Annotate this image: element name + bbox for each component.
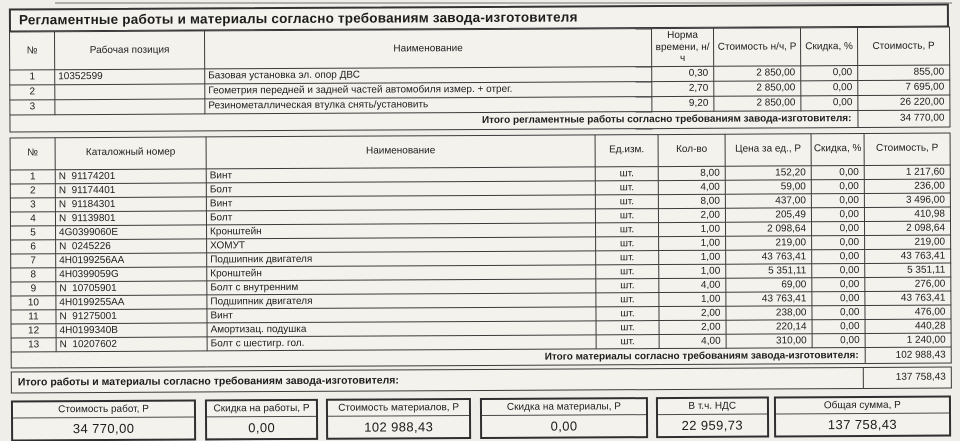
cell-row-number: 1	[10, 69, 55, 84]
cell-cost: 43 763,41	[865, 291, 951, 305]
cell-discount: 0,00	[812, 305, 865, 319]
cell-row-number: 10	[11, 295, 56, 309]
cell-quantity: 2,00	[658, 208, 725, 222]
works-col-rate: Стоимость н/ч, Р	[713, 28, 800, 66]
materials-col-name: Наименование	[206, 134, 595, 168]
cell-discount: 0,00	[812, 249, 865, 263]
cell-row-number: 8	[11, 267, 56, 281]
materials-col-price: Цена за ед., Р	[725, 133, 811, 165]
cell-unit: шт.	[596, 320, 659, 334]
materials-col-discount: Скидка, %	[811, 133, 864, 165]
cell-discount: 0,00	[811, 207, 864, 221]
cell-discount: 0,00	[812, 277, 865, 291]
cell-work-position: 10352599	[55, 68, 205, 84]
summary-label: В т.ч. НДС	[658, 398, 767, 415]
materials-col-unit: Ед.изм.	[595, 134, 658, 166]
cell-row-number: 13	[11, 337, 56, 351]
cell-cost: 219,00	[865, 235, 951, 249]
cell-unit-price: 152,20	[725, 165, 811, 179]
cell-material-name: Винт	[207, 306, 596, 322]
summary-label: Стоимость работ, Р	[13, 401, 194, 418]
cell-rate: 2 850,00	[714, 80, 801, 95]
cell-unit-price: 59,00	[725, 179, 811, 193]
cell-material-name: Кронштейн	[207, 264, 596, 280]
grand-total-value: 137 758,43	[863, 367, 951, 388]
cell-unit-price: 220,14	[726, 319, 812, 333]
cell-unit: шт.	[596, 292, 659, 306]
materials-table-body	[10, 165, 951, 352]
cell-unit-price: 2 098,64	[726, 221, 812, 235]
summary-label: Скидка на работы, Р	[207, 400, 316, 417]
cell-discount: 0,00	[812, 291, 865, 305]
materials-header-row	[10, 133, 950, 170]
cell-material-name: Кронштейн	[207, 222, 596, 238]
materials-total-label: Итого материалы согласно требованиям завода-изготовителя:	[11, 347, 865, 367]
cell-discount: 0,00	[801, 65, 858, 80]
works-total-label: Итого регламентные работы согласно требованиям завода-изготовителя:	[10, 110, 858, 131]
materials-total-value: 102 988,43	[865, 347, 951, 363]
cell-unit: шт.	[595, 166, 658, 180]
cell-quantity: 1,00	[659, 222, 726, 236]
summary-box-grand-total	[774, 395, 951, 437]
cell-unit-price: 43 763,41	[726, 249, 812, 263]
cell-cost: 3 496,00	[864, 193, 950, 207]
summary-value: 34 770,00	[72, 420, 135, 436]
summary-label: Стоимость материалов, Р	[328, 400, 469, 417]
cell-row-number: 1	[10, 169, 55, 183]
materials-col-cost: Стоимость, Р	[864, 133, 950, 165]
cell-material-name: Подшипник двигателя	[207, 292, 596, 308]
summary-value: 0,00	[248, 419, 276, 435]
cell-row-number: 9	[11, 281, 56, 295]
cell-catalog-number: N 91275001	[56, 308, 207, 323]
cell-unit: шт.	[596, 306, 659, 320]
cell-row-number: 4	[10, 211, 55, 225]
cell-quantity: 4,00	[659, 278, 726, 292]
cell-catalog-number: 4H0199340B	[56, 322, 207, 337]
works-table-body	[10, 65, 950, 115]
works-table-footer	[10, 110, 950, 132]
cell-work-name: Резинометаллическая втулка снять/установить	[205, 96, 652, 113]
cell-unit: шт.	[596, 278, 659, 292]
cell-hours: 9,20	[652, 96, 714, 111]
cell-unit-price: 437,00	[725, 193, 811, 207]
cell-catalog-number: N 91139801	[55, 210, 206, 225]
cell-unit-price: 205,49	[725, 207, 811, 221]
cell-cost: 7 695,00	[858, 80, 950, 95]
cell-quantity: 4,00	[659, 334, 726, 348]
works-total-row	[10, 110, 950, 132]
cell-cost: 5 351,11	[865, 263, 951, 277]
cell-rate: 2 850,00	[714, 95, 801, 110]
cell-quantity: 4,00	[658, 180, 725, 194]
cell-hours: 2,70	[652, 81, 714, 96]
works-col-cost: Стоимость, Р	[857, 27, 949, 65]
works-col-discount: Скидка, %	[800, 28, 857, 66]
cell-row-number: 7	[11, 253, 56, 267]
summary-box-vat	[656, 396, 769, 438]
cell-quantity: 1,00	[659, 264, 726, 278]
cell-unit: шт.	[596, 250, 659, 264]
cell-catalog-number: 4G0399060E	[56, 224, 207, 239]
document-sheet	[9, 4, 951, 441]
cell-rate: 2 850,00	[714, 65, 801, 80]
cell-row-number: 3	[10, 197, 55, 211]
cell-unit-price: 310,00	[726, 333, 812, 347]
cell-catalog-number: N 91184301	[55, 196, 206, 211]
cell-row-number: 11	[11, 309, 56, 323]
cell-work-position	[55, 98, 205, 114]
works-col-name: Наименование	[204, 29, 651, 69]
works-header-row	[9, 27, 949, 69]
cell-row-number: 5	[11, 225, 56, 239]
grand-total-label: Итого работы и материалы согласно требованиям завода-изготовителя:	[11, 367, 863, 392]
materials-col-qty: Кол-во	[658, 134, 725, 166]
cell-unit: шт.	[595, 180, 658, 194]
cell-catalog-number: N 10705901	[56, 280, 207, 295]
summary-value: 22 959,73	[681, 417, 744, 433]
cell-quantity: 1,00	[659, 292, 726, 306]
cell-work-name: Геометрия передней и задней частей автомобиля измер. + отрег.	[205, 81, 652, 98]
summary-box-materials-discount	[480, 397, 648, 439]
cell-quantity: 2,00	[659, 320, 726, 334]
cell-unit-price: 43 763,41	[726, 291, 812, 305]
cell-unit-price: 219,00	[726, 235, 812, 249]
summary-label: Общая сумма, Р	[776, 397, 949, 414]
materials-table	[10, 132, 952, 368]
summary-value: 102 988,43	[364, 418, 434, 435]
cell-cost: 2 098,64	[864, 221, 950, 235]
cell-cost: 1 240,00	[865, 333, 951, 347]
cell-material-name: Винт	[206, 194, 595, 210]
cell-unit: шт.	[596, 236, 659, 250]
cell-unit-price: 238,00	[726, 305, 812, 319]
cell-unit: шт.	[595, 194, 658, 208]
materials-table-header	[10, 133, 950, 170]
cell-cost: 410,98	[864, 207, 950, 221]
cell-discount: 0,00	[811, 221, 864, 235]
cell-hours: 0,30	[652, 66, 714, 81]
cell-cost: 43 763,41	[865, 249, 951, 263]
cell-material-name: Болт	[206, 180, 595, 196]
cell-work-position	[55, 83, 205, 99]
cell-row-number: 2	[10, 84, 55, 99]
grand-total-table	[11, 366, 952, 393]
document-title: Регламентные работы и материалы согласно требованиям завода-изготовителя	[9, 4, 949, 33]
cell-material-name: Болт с внутренним	[207, 278, 596, 294]
cell-row-number: 12	[11, 323, 56, 337]
cell-material-name: Винт	[206, 166, 595, 182]
cell-quantity: 1,00	[659, 250, 726, 264]
cell-unit-price: 5 351,11	[726, 263, 812, 277]
cell-work-name: Базовая установка эл. опор ДВС	[205, 66, 652, 83]
cell-discount: 0,00	[812, 333, 865, 347]
cell-discount: 0,00	[801, 80, 858, 95]
cell-discount: 0,00	[801, 95, 858, 110]
cell-quantity: 1,00	[659, 236, 726, 250]
cell-catalog-number: 4H0399059G	[56, 266, 207, 281]
summary-box-materials-cost	[326, 398, 471, 440]
summary-value: 137 758,43	[827, 416, 898, 432]
cell-discount: 0,00	[812, 263, 865, 277]
cell-unit-price: 69,00	[726, 277, 812, 291]
cell-quantity: 2,00	[659, 306, 726, 320]
summary-label: Скидка на материалы, Р	[482, 399, 646, 416]
cell-discount: 0,00	[811, 165, 864, 179]
works-table	[9, 27, 951, 132]
summary-boxes	[11, 395, 951, 441]
cell-cost: 476,00	[865, 305, 951, 319]
cell-material-name: ХОМУТ	[207, 236, 596, 252]
grand-total-row	[11, 367, 951, 393]
cell-unit: шт.	[596, 264, 659, 278]
materials-col-number: №	[10, 137, 55, 169]
cell-catalog-number: 4H0199256AA	[56, 252, 207, 267]
cell-catalog-number: N 91174401	[55, 182, 206, 197]
works-table-header	[9, 27, 949, 69]
cell-cost: 440,28	[865, 319, 951, 333]
summary-value: 0,00	[550, 417, 578, 434]
cell-cost: 276,00	[865, 277, 951, 291]
cell-discount: 0,00	[811, 179, 864, 193]
cell-unit: шт.	[595, 208, 658, 222]
cell-catalog-number: N 91174201	[55, 168, 206, 183]
cell-unit: шт.	[596, 222, 659, 236]
cell-catalog-number: N 10207602	[56, 336, 207, 351]
cell-discount: 0,00	[812, 235, 865, 249]
cell-row-number: 3	[10, 99, 55, 114]
cell-cost: 1 217,60	[864, 165, 950, 179]
cell-cost: 236,00	[864, 179, 950, 193]
cell-quantity: 8,00	[658, 194, 725, 208]
materials-col-catalog: Каталожный номер	[55, 136, 206, 169]
cell-discount: 0,00	[812, 319, 865, 333]
cell-row-number: 6	[11, 239, 56, 253]
cell-material-name: Болт	[206, 208, 595, 224]
cell-catalog-number: 4H0199255AA	[56, 294, 207, 309]
works-col-hours: Норма времени, н/ч	[651, 28, 713, 66]
cell-row-number: 2	[10, 183, 55, 197]
summary-box-works-cost	[11, 399, 196, 441]
cell-catalog-number: N 0245226	[56, 238, 207, 253]
works-col-position: Рабочая позиция	[54, 31, 204, 69]
works-total-value: 34 770,00	[858, 110, 950, 127]
cell-cost: 855,00	[858, 65, 950, 80]
cell-quantity: 8,00	[658, 166, 725, 180]
cell-material-name: Болт с шестигр. гол.	[207, 334, 596, 350]
cell-cost: 26 220,00	[858, 95, 950, 110]
cell-material-name: Подшипник двигателя	[207, 250, 596, 266]
cell-material-name: Амортизац. подушка	[207, 320, 596, 336]
works-col-number: №	[9, 32, 54, 70]
cell-unit: шт.	[596, 334, 659, 348]
cell-discount: 0,00	[811, 193, 864, 207]
